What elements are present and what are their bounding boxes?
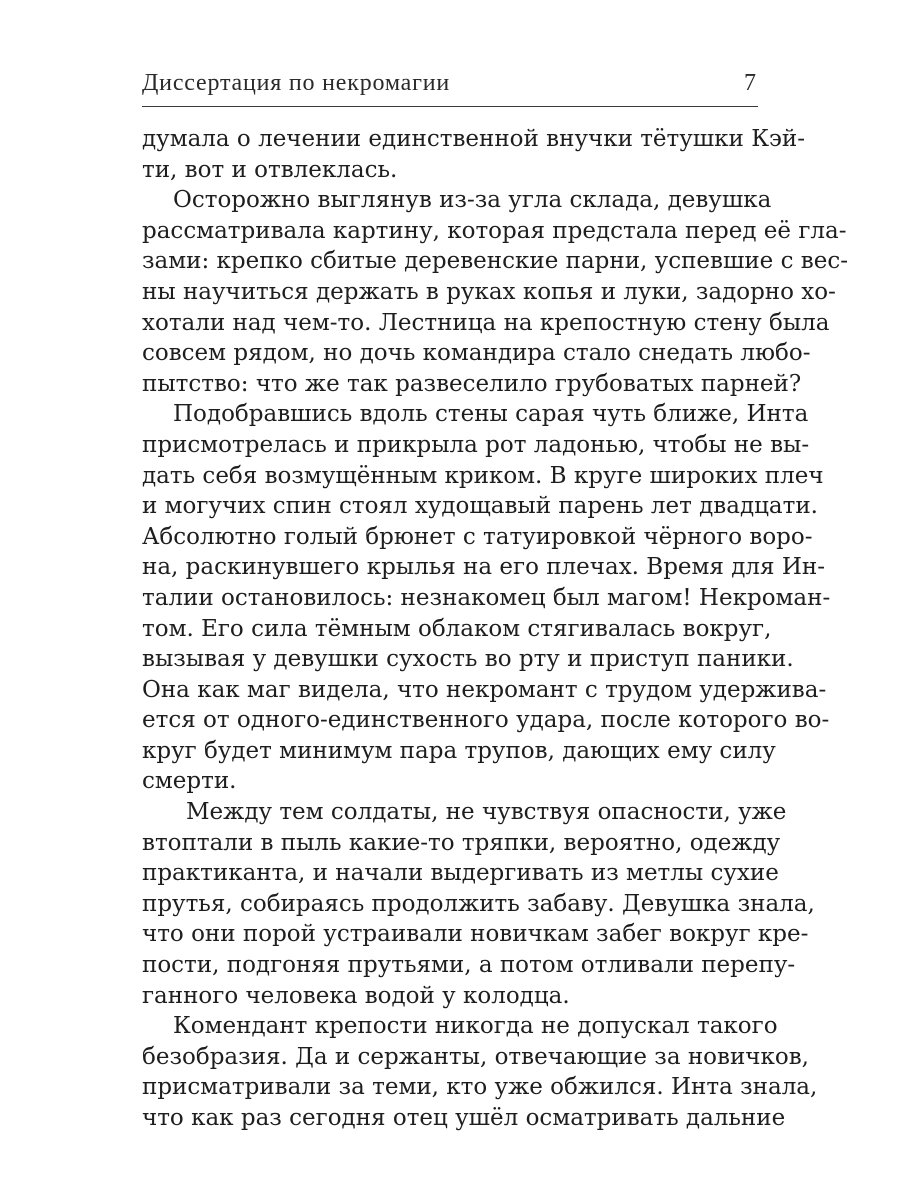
text-line: присмотрелась и прикрыла рот ладонью, чтобы не вы- — [142, 431, 810, 458]
text-line: и могучих спин стоял худощавый парень лет двадцати. — [142, 493, 818, 520]
text-line: дать себя возмущённым криком. В круге широких плеч — [142, 462, 824, 489]
text-line: совсем рядом, но дочь командира стало снедать любо- — [142, 340, 811, 367]
paragraph-first-line: Осторожно выглянув из-за угла склада, девушка — [173, 187, 772, 214]
text-line: рассматривала картину, которая предстала перед её гла- — [142, 217, 847, 244]
text-line: что как раз сегодня отец ушёл осматривать дальние — [142, 1105, 786, 1131]
text-line: ганного человека водой у колодца. — [142, 982, 570, 1009]
text-line: пости, подгоняя прутьями, а потом отливали перепу- — [142, 952, 796, 979]
text-line: что они порой устраивали новичкам забег вокруг кре- — [142, 921, 809, 948]
text-line: Она как маг видела, что некромант с трудом удержива- — [142, 676, 827, 703]
text-line: вызывая у девушки сухость во рту и приступ паники. — [142, 646, 794, 673]
text-line: ны научиться держать в руках копья и луки, задорно хо- — [142, 278, 836, 305]
running-header — [142, 62, 758, 107]
text-line: Абсолютно голый брюнет с татуировкой чёрного воро- — [142, 523, 813, 550]
body-text — [142, 124, 849, 1134]
text-line: круг будет минимум пара трупов, дающих ему силу — [142, 737, 776, 764]
text-line: смерти. — [142, 768, 237, 795]
text-line: пытство: что же так развеселило грубоватых парней? — [142, 370, 802, 397]
paragraph-first-line: Подобравшись вдоль стены сарая чуть ближе, Инта — [173, 401, 809, 428]
text-line: присматривали за теми, кто уже обжился. Инта знала, — [142, 1074, 818, 1101]
text-line: втоптали в пыль какие-то тряпки, вероятно, одежду — [142, 829, 781, 856]
text-line: талии остановилось: незнакомец был магом! Некроман- — [142, 584, 831, 611]
text-line: том. Его сила тёмным облаком стягивалась вокруг, — [142, 615, 772, 642]
text-line: прутья, собираясь продолжить забаву. Девушка знала, — [142, 890, 815, 917]
page-number: 7 — [744, 70, 756, 96]
text-line: зами: крепко сбитые деревенские парни, успевшие с вес- — [142, 248, 849, 275]
text-line: хотали над чем-то. Лестница на крепостную стену была — [142, 309, 830, 336]
text-line: на, раскинувшего крылья на его плечах. Время для Ин- — [142, 554, 825, 581]
text-line: ется от одного-единственного удара, после которого во- — [142, 707, 830, 734]
paragraph-first-line: Комендант крепости никогда не допускал такого — [173, 1013, 778, 1040]
text-line: безобразия. Да и сержанты, отвечающие за новичков, — [142, 1043, 809, 1070]
text-line: практиканта, и начали выдергивать из метлы сухие — [142, 860, 779, 887]
text-line: думала о лечении единственной внучки тётушки Кэй- — [142, 126, 805, 152]
running-title: Диссертация по некромагии — [142, 70, 451, 96]
paragraph-first-line: Между тем солдаты, не чувствуя опасности, уже — [186, 799, 787, 826]
text-line: ти, вот и отвлеклась. — [142, 156, 398, 183]
